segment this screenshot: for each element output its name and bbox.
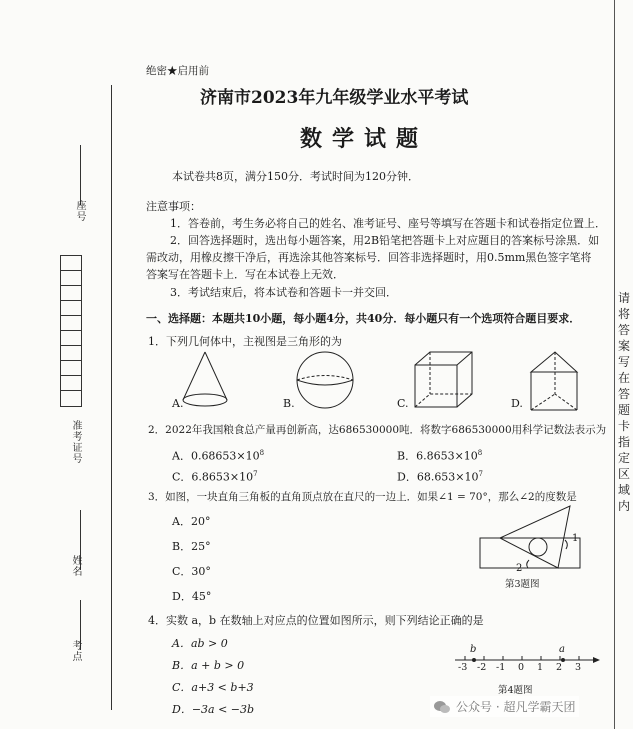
watermark-text: 公众号 · 超凡学霸天团 (456, 700, 576, 714)
q4-option-d: D．−3a < −3b (172, 703, 255, 716)
q4-option-a: A．ab > 0 (172, 637, 228, 650)
q2-option-d: D．$68.653\times 10^7$ (397, 470, 483, 484)
q4-point-b: b (470, 644, 477, 655)
section-1-heading: 一、选择题：本题共10小题，每小题4分，共40分．每小题只有一个选项符合题目要求． (146, 312, 581, 325)
intro-text: 本试卷共8页，满分150分．考试时间为120分钟． (172, 170, 419, 183)
q3-option-d: D．45° (172, 590, 212, 603)
q1-figures (165, 350, 605, 415)
secret-label: 绝密★启用前 (146, 65, 209, 77)
q1-option-a: A. (172, 397, 184, 410)
q1-option-c: C. (397, 397, 409, 410)
right-margin-notice: 请将答案写在答题卡指定区域内 (618, 291, 631, 513)
binding-line (111, 85, 112, 710)
q2-option-b: B．$6.8653\times 10^8$ (397, 449, 483, 463)
cone-figure (183, 352, 227, 406)
exam-title: 济南市2023年九年级学业水平考试 (200, 88, 469, 108)
exam-number-boxes (60, 255, 82, 407)
watermark (430, 696, 579, 717)
q4-option-b: B．a + b > 0 (172, 659, 245, 672)
prism-figure (531, 352, 577, 410)
note-3: 3．考试结束后，将本试卷和答题卡一并交回． (170, 286, 397, 299)
exam-number-label: 准考证号 (70, 420, 81, 464)
q3-option-c: C．30° (172, 565, 211, 578)
q4-option-c: C．a+3 < b+3 (172, 681, 254, 694)
q3-angle-1: 1 (572, 533, 579, 544)
q3-option-a: A．20° (172, 515, 211, 528)
seat-label: 座号 (74, 200, 85, 222)
paper-subtitle: 数学试题 (300, 126, 429, 152)
right-edge-line (614, 0, 615, 729)
q3-stem: 3．如图，一块直角三角板的直角顶点放在直尺的一边上．如果∠1 = 70°，那么∠2的度数是 (148, 491, 577, 503)
q1-option-b: B. (283, 397, 295, 410)
notes-heading: 注意事项： (146, 200, 201, 213)
note-2a: 2．回答选择题时，选出每小题答案，用2B铅笔把答题卡上对应题目的答案标号涂黑．如 (170, 234, 600, 247)
note-1: 1．答卷前，考生务必将自己的姓名、准考证号、座号等填写在答题卡和试卷指定位置上． (170, 217, 606, 230)
q2-option-a: A．$0.68653\times 10^8$ (172, 449, 265, 463)
q3-option-b: B．25° (172, 540, 211, 553)
note-2b: 需改动，用橡皮擦干净后，再选涂其他答案标号．回答非选择题时，用0.5mm黑色签字笔将 (146, 251, 592, 264)
q4-point-a: a (559, 644, 565, 655)
q3-angle-2: 2 (516, 563, 523, 574)
q3-figure-label: 第3题图 (505, 579, 540, 590)
sphere-figure (297, 352, 353, 408)
q4-stem: 4．实数 a，b 在数轴上对应点的位置如图所示，则下列结论正确的是 (148, 614, 484, 627)
cube-figure (415, 352, 472, 407)
q4-figure-label: 第4题图 (498, 685, 533, 696)
seat-underline (80, 145, 81, 205)
q2-option-c: C．$6.8653\times 10^7$ (172, 470, 258, 484)
q1-option-d: D. (511, 397, 523, 410)
exam-site-label: 考点 (70, 640, 81, 662)
wechat-icon (434, 700, 450, 714)
q1-stem: 1．下列几何体中，主视图是三角形的为 (148, 335, 342, 348)
note-2c: 答案写在答题卡上．写在本试卷上无效． (146, 268, 344, 281)
q2-stem: 2．2022年我国粮食总产量再创新高，达686530000吨．将数字686530000用科学记数法表示为 (148, 424, 607, 436)
name-label: 姓名 (70, 555, 81, 577)
